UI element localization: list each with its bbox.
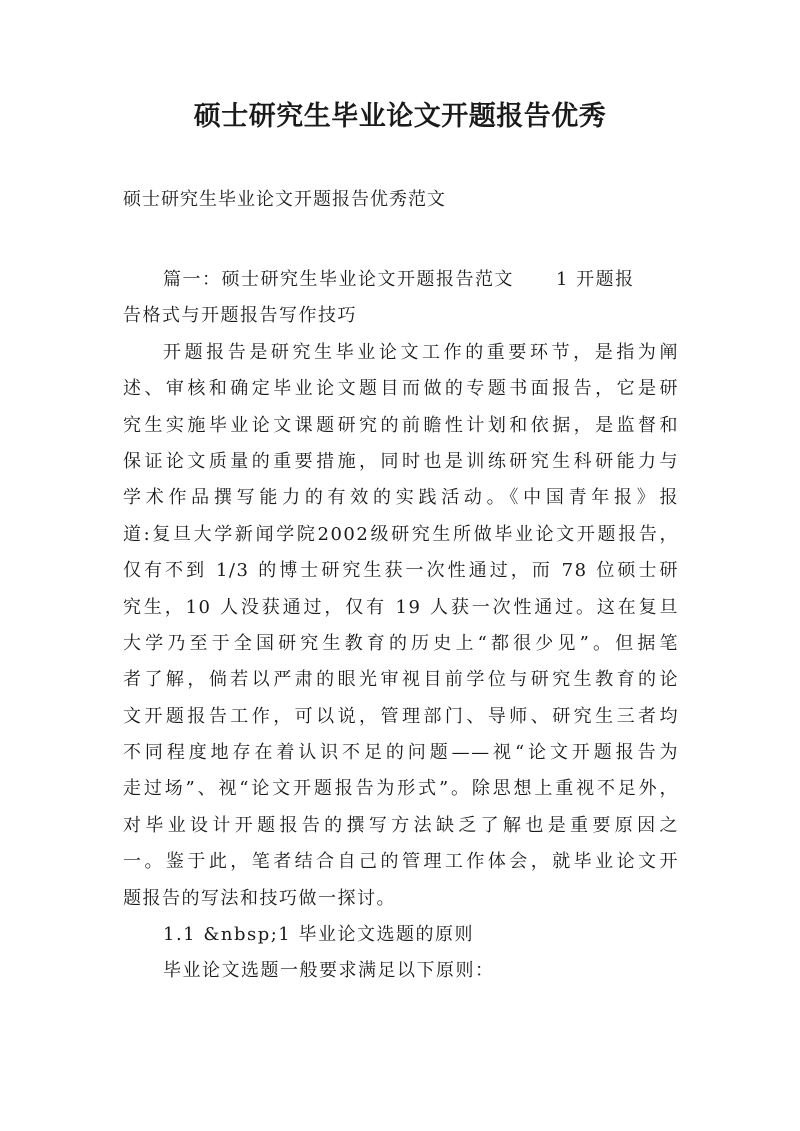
section-heading-continued: 告格式与开题报告写作技巧 [123,305,357,327]
paragraph-line: 者了解，倘若以严肃的眼光审视目前学位与研究生教育的论 [123,669,679,691]
section-heading-line [123,262,679,298]
paragraph-line-last: 题报告的写法和技巧做一探讨。 [123,887,396,909]
document-title: 硕士研究生毕业论文开题报告优秀 [193,101,607,132]
paragraph-line: 对毕业设计开题报告的撰写方法缺乏了解也是重要原因之 [123,814,679,836]
paragraph-line: 究生实施毕业论文课题研究的前瞻性计划和依据，是监督和 [123,414,679,436]
paragraph-line: 仅有不到 1/3 的博士研究生获一次性通过，而 78 位硕士研 [123,560,679,582]
paragraph-line: 文开题报告工作，可以说，管理部门、导师、研究生三者均 [123,705,679,727]
paragraph-line: 开题报告是研究生毕业论文工作的重要环节，是指为阐 [163,341,679,363]
document-subtitle: 硕士研究生毕业论文开题报告优秀范文 [123,189,446,210]
paragraph-line: 述、审核和确定毕业论文题目而做的专题书面报告，它是研 [123,378,679,400]
section-heading-part1: 篇一：硕士研究生毕业论文开题报告范文 [163,269,514,290]
section-heading-part2: 1 开题报 [556,269,635,290]
document-body [123,262,679,990]
subsection-text: 毕业论文选题一般要求满足以下原则： [163,960,495,982]
paragraph-line: 学术作品撰写能力的有效的实践活动。《中国青年报》报 [123,487,679,509]
paragraph-line: 不同程度地存在着认识不足的问题——视“论文开题报告为 [123,742,679,764]
paragraph-line: 保证论文质量的重要措施，同时也是训练研究生科研能力与 [123,450,679,472]
paragraph-line: 道:复旦大学新闻学院2002级研究生所做毕业论文开题报告， [123,523,679,545]
paragraph-line: 大学乃至于全国研究生教育的历史上“都很少见”。但据笔 [123,632,679,654]
paragraph-line: 究生，10 人没获通过，仅有 19 人获一次性通过。这在复旦 [123,596,679,618]
subsection-heading: 1.1 &nbsp;1 毕业论文选题的原则 [163,924,474,946]
paragraph-line: 走过场”、视“论文开题报告为形式”。除思想上重视不足外， [123,778,679,800]
paragraph-line: 一。鉴于此，笔者结合自己的管理工作体会，就毕业论文开 [123,851,679,873]
